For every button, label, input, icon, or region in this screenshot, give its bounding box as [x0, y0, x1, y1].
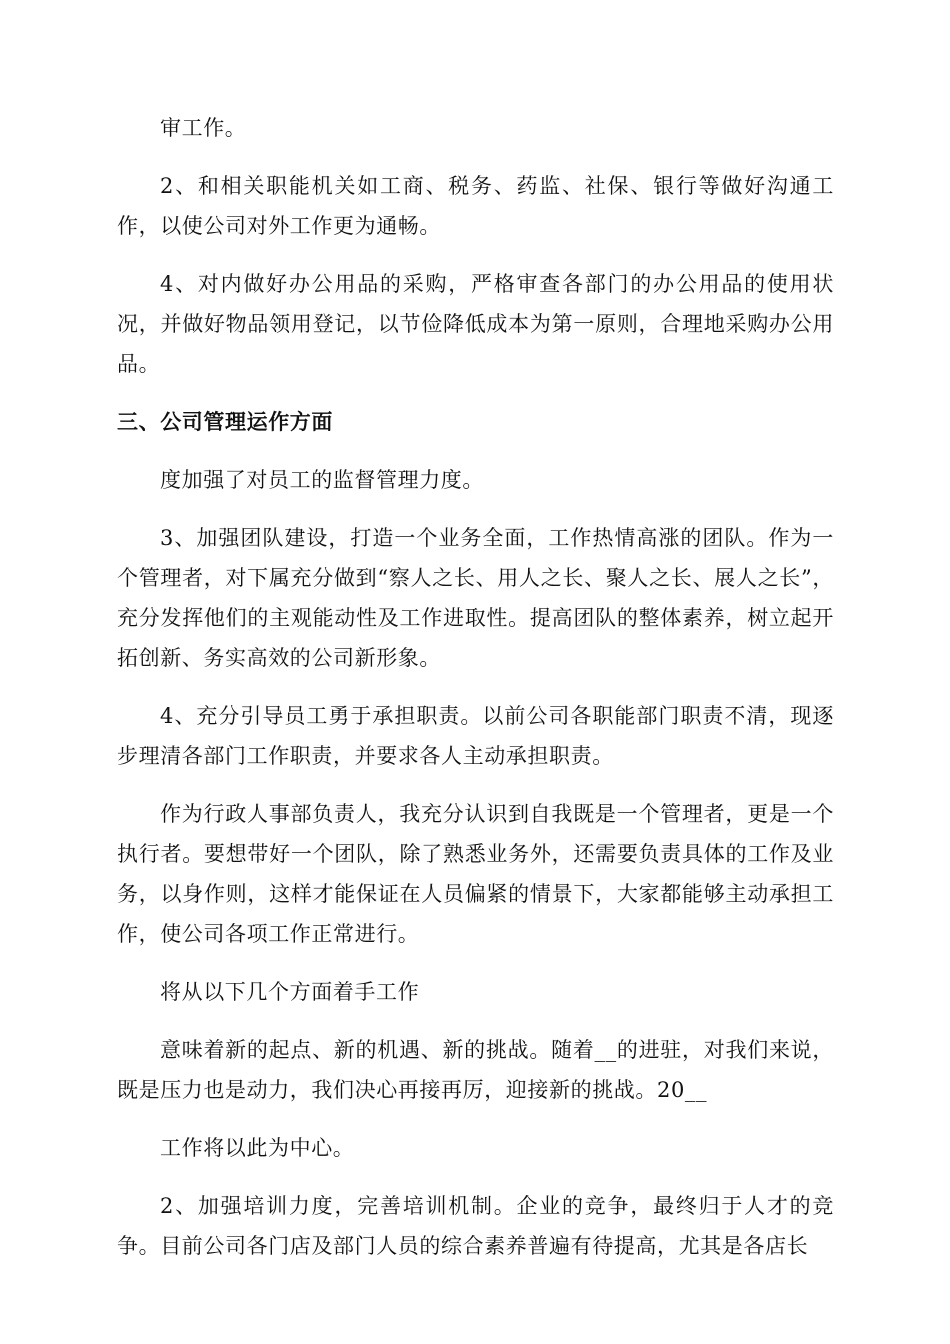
paragraph: 审工作。 [160, 116, 247, 140]
paragraph: 作为行政人事部负责人，我充分认识到自我既是一个管理者，更是一个执行者。要想带好一个团队，除了熟悉业务外，还需要负责具体的工作及业务，以身作则，这样才能保证在人员偏紧的情景下，大家都能够主动承担工作，使公司各项工作正常进行。 [117, 802, 834, 946]
paragraph: 意味着新的起点、新的机遇、新的挑战。随着__的进驻，对我们来说，既是压力也是动力，我们决心再接再厉，迎接新的挑战。20__ [117, 1038, 834, 1102]
paragraph: 工作将以此为中心。 [160, 1136, 355, 1160]
section-heading: 三、公司管理运作方面 [117, 410, 333, 434]
paragraph: 将从以下几个方面着手工作 [160, 980, 420, 1004]
paragraph: 2、和相关职能机关如工商、税务、药监、社保、银行等做好沟通工作，以使公司对外工作更为通畅。 [117, 174, 834, 238]
paragraph: 3、加强团队建设，打造一个业务全面，工作热情高涨的团队。作为一个管理者，对下属充分做到“察人之长、用人之长、聚人之长、展人之长”，充分发挥他们的主观能动性及工作进取性。提高团队的整体素养，树立起开拓创新、务实高效的公司新形象。 [117, 526, 834, 670]
paragraph: 4、充分引导员工勇于承担职责。以前公司各职能部门职责不清，现逐步理清各部门工作职责，并要求各人主动承担职责。 [117, 704, 834, 768]
paragraph: 2、加强培训力度，完善培训机制。企业的竞争，最终归于人才的竞争。目前公司各门店及部门人员的综合素养普遍有待提高，尤其是各店长 [117, 1194, 834, 1258]
paragraph: 度加强了对员工的监督管理力度。 [160, 468, 484, 492]
paragraph: 4、对内做好办公用品的采购，严格审查各部门的办公用品的使用状况，并做好物品领用登记，以节俭降低成本为第一原则，合理地采购办公用品。 [117, 272, 834, 376]
